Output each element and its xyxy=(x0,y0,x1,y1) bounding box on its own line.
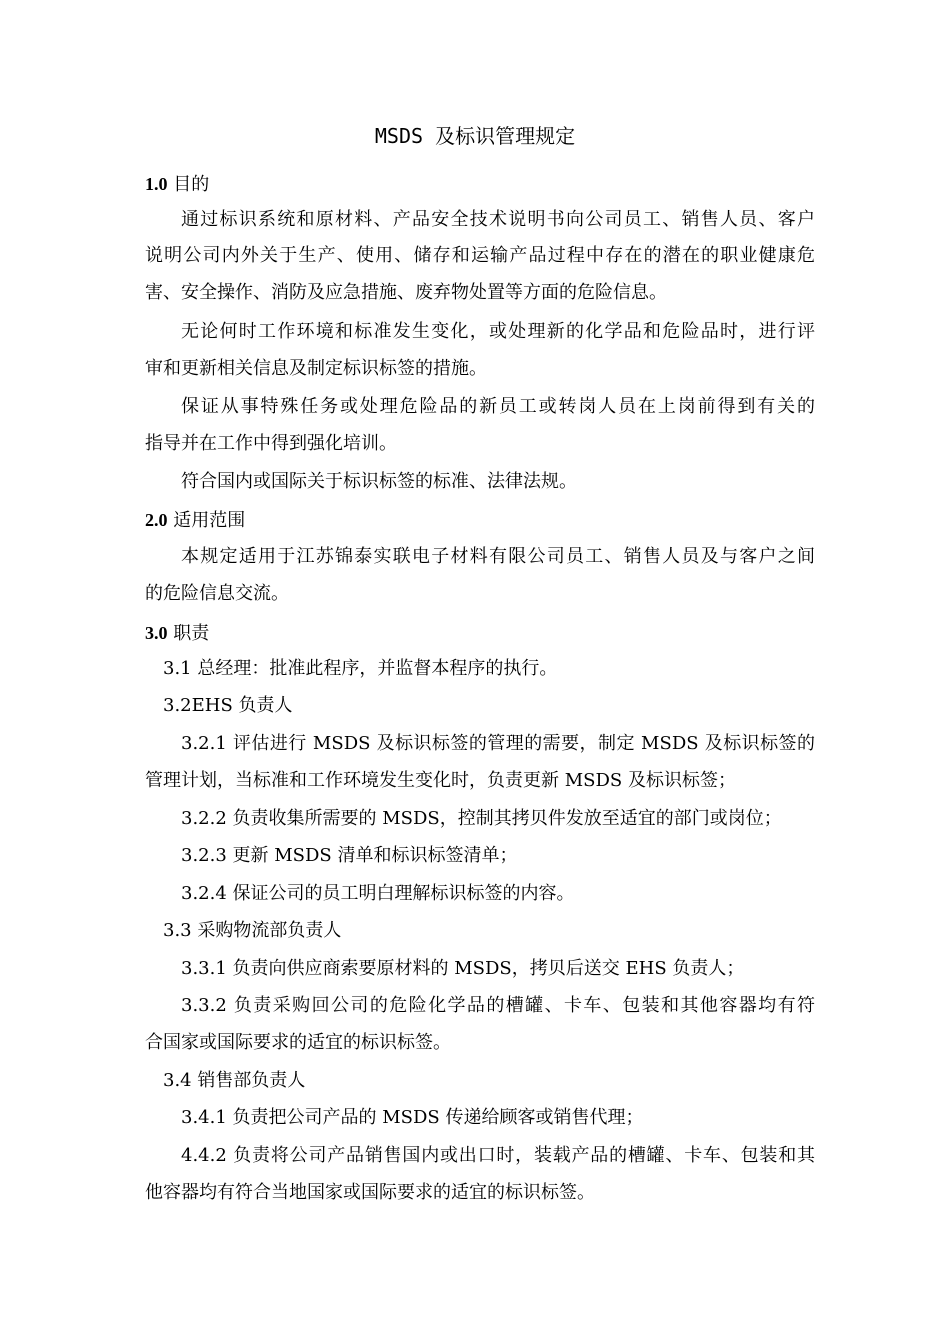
paragraph-line: 无论何时工作环境和标准发生变化，或处理新的化学品和危险品时，进行评 xyxy=(181,321,815,342)
section-label: 适用范围 xyxy=(173,510,246,531)
paragraph-line: 保证从事特殊任务或处理危险品的新员工或转岗人员在上岗前得到有关的 xyxy=(181,396,815,417)
section-heading-3 xyxy=(145,619,815,648)
clause-line: 管理计划，当标准和工作环境发生变化时，负责更新 MSDS 及标识标签； xyxy=(145,770,736,791)
subsection-heading: 3.2EHS 负责人 xyxy=(163,695,293,716)
section-number: 2.0 xyxy=(145,510,168,530)
paragraph-line: 本规定适用于江苏锦泰实联电子材料有限公司员工、销售人员及与客户之间 xyxy=(181,546,815,567)
clause-line: 4.4.2 负责将公司产品销售国内或出口时，装载产品的槽罐、卡车、包装和其 xyxy=(181,1145,815,1166)
clause-line: 3.2.2 负责收集所需要的 MSDS，控制其拷贝件发放至适宜的部门或岗位； xyxy=(181,808,782,829)
paragraph-line: 通过标识系统和原材料、产品安全技术说明书向公司员工、销售人员、客户 xyxy=(181,209,815,230)
paragraph-line: 指导并在工作中得到强化培训。 xyxy=(145,433,397,454)
clause-line: 3.2.1 评估进行 MSDS 及标识标签的管理的需要，制定 MSDS 及标识标签的 xyxy=(181,733,815,754)
section-number: 1.0 xyxy=(145,174,168,194)
clause-line: 3.3.1 负责向供应商索要原材料的 MSDS，拷贝后送交 EHS 负责人； xyxy=(181,958,745,979)
clause-line: 3.3.2 负责采购回公司的危险化学品的槽罐、卡车、包装和其他容器均有符 xyxy=(181,995,815,1016)
paragraph-line: 符合国内或国际关于标识标签的标准、法律法规。 xyxy=(181,471,577,492)
paragraph-line: 的危险信息交流。 xyxy=(145,583,289,604)
clause-line: 3.1 总经理：批准此程序，并监督本程序的执行。 xyxy=(163,658,558,679)
section-label: 职责 xyxy=(173,623,210,644)
section-heading-1 xyxy=(145,170,815,199)
clause-line: 3.2.3 更新 MSDS 清单和标识标签清单； xyxy=(181,845,518,866)
paragraph-line: 审和更新相关信息及制定标识标签的措施。 xyxy=(145,358,487,379)
clause-line: 他容器均有符合当地国家或国际要求的适宜的标识标签。 xyxy=(145,1182,595,1203)
section-heading-2 xyxy=(145,506,815,535)
section-label: 目的 xyxy=(173,174,210,195)
paragraph-line: 说明公司内外关于生产、使用、储存和运输产品过程中存在的潜在的职业健康危 xyxy=(145,245,815,266)
paragraph-line: 害、安全操作、消防及应急措施、废弃物处置等方面的危险信息。 xyxy=(145,282,667,303)
section-number: 3.0 xyxy=(145,623,168,643)
subsection-heading: 3.4 销售部负责人 xyxy=(163,1070,306,1091)
clause-line: 3.4.1 负责把公司产品的 MSDS 传递给顾客或销售代理； xyxy=(181,1107,644,1128)
clause-line: 3.2.4 保证公司的员工明白理解标识标签的内容。 xyxy=(181,883,575,904)
clause-line: 合国家或国际要求的适宜的标识标签。 xyxy=(145,1032,451,1053)
page-title: MSDS 及标识管理规定 xyxy=(374,124,576,148)
subsection-heading: 3.3 采购物流部负责人 xyxy=(163,920,342,941)
